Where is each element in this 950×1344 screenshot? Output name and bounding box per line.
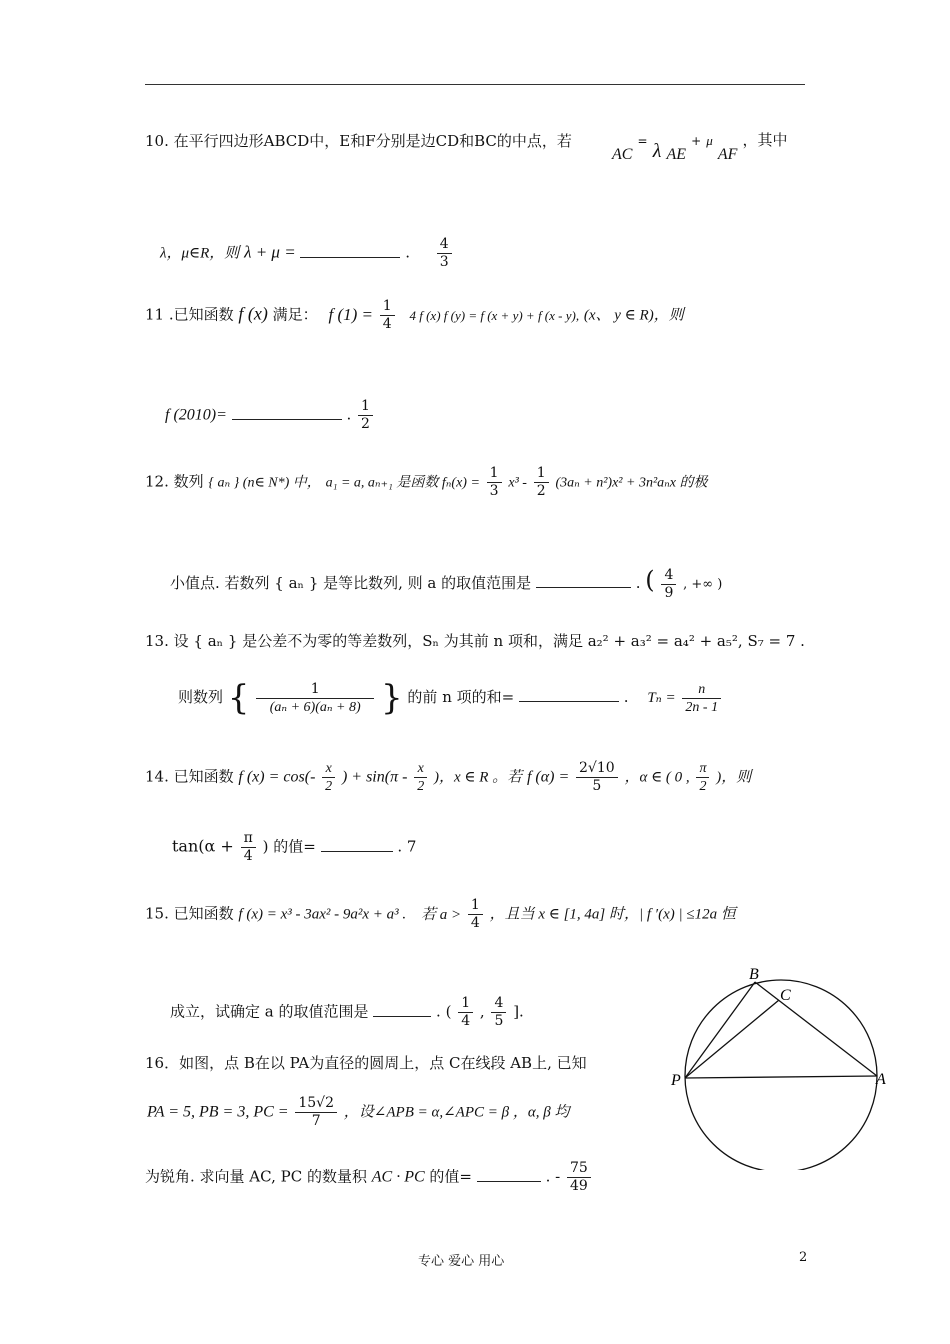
p16-text: 16．如图，点 B在以 PA为直径的圆周上，点 C在线段 AB上, 已知 — [145, 1054, 587, 1072]
circle-figure — [660, 960, 890, 1170]
problem-16-line-2 — [147, 1095, 569, 1130]
p15-comma: , — [479, 1002, 485, 1021]
p10-ans-num: 4 — [437, 236, 452, 254]
p10-sum: λ + μ = — [244, 242, 296, 262]
p14-pi4 — [241, 830, 256, 865]
p16-ans-num: 75 — [567, 1160, 591, 1178]
p15-c — [468, 897, 483, 932]
p16-answer-blank[interactable] — [477, 1167, 541, 1182]
p12-ans-den: 9 — [664, 584, 674, 601]
p14-question: ) 的值= — [262, 837, 316, 856]
p10-answer — [437, 236, 452, 271]
p12-ans-tail: , +∞ ) — [683, 577, 723, 592]
p11-f2010: f (2010)= — [165, 406, 227, 424]
p15-tail: ，且当 x ∈ [1, 4a] 时，| f ′(x) | ≤12a 恒 — [489, 906, 736, 923]
label-B: B — [749, 966, 759, 983]
p11-period: . — [346, 405, 352, 424]
plus: + — [691, 134, 702, 148]
p14-v-den: 5 — [592, 778, 602, 794]
problem-11-line-2 — [165, 398, 375, 433]
p14-tan: tan(α + — [172, 836, 234, 856]
p12-x3: x³ - — [508, 475, 527, 491]
p12-ans-open: ( — [645, 566, 655, 594]
lambda: λ — [652, 140, 662, 162]
p14-fa: f (α) = — [526, 768, 570, 786]
p11-satisfy: 满足： — [272, 305, 318, 324]
vec-af: AF — [717, 146, 738, 163]
p11-ans-num: 1 — [358, 398, 373, 416]
p15-r2-num: 4 — [491, 995, 506, 1013]
header-rule — [145, 84, 805, 85]
p12-intro: 12. 数列 — [145, 472, 204, 491]
segment-PB — [685, 982, 755, 1078]
p15-r2 — [491, 995, 506, 1030]
p12-c2-den: 2 — [536, 483, 546, 499]
p14-intro: 14. 已知函数 — [145, 767, 234, 786]
vec-ac: AC — [612, 146, 633, 163]
footer-center: 专心 爱心 用心 — [418, 1254, 505, 1269]
p15-question: 成立，试确定 a 的取值范围是 — [170, 1002, 369, 1021]
page-number: 2 — [799, 1250, 808, 1265]
problem-16-line-3 — [145, 1160, 593, 1195]
p11-f1-value — [380, 298, 395, 333]
p15-answer-blank[interactable] — [373, 1002, 431, 1017]
p12-rest: (3aₙ + n²)x² + 3n²aₙx 的极 — [555, 475, 708, 491]
p12-c1-den: 3 — [489, 483, 499, 499]
p12-c1 — [487, 465, 502, 500]
p16-pc — [295, 1095, 337, 1130]
p10-ans-den: 3 — [439, 254, 449, 270]
p14-t-num: π — [241, 830, 256, 848]
eq: = — [637, 134, 648, 148]
p14-answer: . 7 — [397, 837, 417, 856]
label-C: C — [780, 987, 791, 1004]
p15-r1-den: 4 — [461, 1013, 471, 1029]
p15-r2-den: 5 — [494, 1013, 504, 1029]
p14-a-num: x — [322, 760, 335, 778]
p13-seq-label: 则数列 — [178, 688, 224, 706]
p13-answer — [682, 681, 721, 716]
mu: μ — [706, 133, 713, 148]
p16-ans-den: 49 — [569, 1178, 588, 1194]
p15-open: . ( — [436, 1002, 452, 1021]
p13-period: . — [623, 688, 629, 706]
p11-ans-den: 2 — [361, 416, 370, 432]
p12-answer-blank[interactable] — [536, 573, 631, 588]
p16-value-label: 的值= — [429, 1167, 472, 1186]
p16-dot: AC · PC — [371, 1168, 425, 1186]
p16-answer — [567, 1160, 591, 1195]
p16-angles: ，设∠APB = α,∠APC = β ，α, β 均 — [343, 1104, 570, 1121]
p12-question: 小值点. 若数列 { aₙ } 是等比数列, 则 a 的取值范围是 — [170, 574, 532, 592]
p13-answer-blank[interactable] — [519, 687, 619, 702]
p14-b-den: 2 — [417, 779, 425, 794]
p11-f1-den: 4 — [382, 316, 392, 332]
label-P: P — [671, 1072, 681, 1089]
p16-lengths: PA = 5, PB = 3, PC = — [147, 1103, 289, 1121]
p14-b — [414, 760, 427, 795]
problem-12-line-1 — [145, 465, 708, 500]
p13-brace-open: { — [227, 678, 250, 718]
p16-pc-num: 15√2 — [295, 1095, 337, 1113]
p14-mid: ) + sin(π - — [341, 768, 408, 786]
p15-r1-num: 1 — [458, 995, 473, 1013]
vec-ae: AE — [666, 146, 687, 163]
problem-14-line-1 — [145, 760, 751, 795]
p13-frac-num: 1 — [256, 681, 374, 699]
p10-answer-blank[interactable] — [300, 243, 400, 258]
p14-t-den: 4 — [243, 848, 253, 864]
p14-range: ，α ∈ ( 0 , — [624, 769, 690, 786]
p11-answer — [358, 398, 373, 433]
p13-ans-num: n — [682, 681, 721, 699]
p15-r1 — [458, 995, 473, 1030]
p13-text: 13. 设 { aₙ } 是公差不为零的等差数列，Sₙ 为其前 n 项和，满足 a₂² + a₃² = a₄² + a₅², S₇ = 7 . — [145, 632, 805, 650]
p12-seq: { aₙ } (n∈ N*) 中， — [208, 475, 321, 491]
p14-answer-blank[interactable] — [321, 837, 393, 852]
p11-intro: 11 .已知函数 — [145, 305, 234, 324]
p14-pi-num: π — [696, 760, 709, 778]
p13-fraction — [256, 681, 374, 716]
p16-pc-den: 7 — [311, 1113, 321, 1129]
p15-if: 若 a > — [420, 906, 462, 923]
p16-question: 为锐角. 求向量 AC, PC 的数量积 — [145, 1167, 367, 1186]
problem-14-line-2 — [172, 830, 416, 865]
p15-intro: 15. 已知函数 — [145, 904, 234, 923]
problem-10-line-2 — [160, 236, 454, 271]
problem-12-line-2 — [170, 566, 722, 602]
p12-period: . — [635, 574, 641, 592]
p14-pi2 — [696, 760, 709, 795]
p13-ans-den: 2n - 1 — [685, 699, 719, 715]
segment-PC — [685, 1000, 779, 1078]
p12-cond: a₁ = a, aₙ₊₁ 是函数 fₙ(x) = — [325, 475, 480, 491]
p12-c2-num: 1 — [534, 465, 549, 483]
problem-10-line-1 — [145, 130, 572, 151]
p15-close: ]. — [513, 1002, 524, 1021]
problem-13-line-2 — [178, 678, 723, 718]
p11-condition: (x、 y ∈ R)，则 — [583, 307, 684, 324]
p12-ans-num: 4 — [661, 567, 676, 585]
problem-15-line-2 — [170, 995, 524, 1030]
segment-BA — [755, 982, 877, 1076]
p11-fx: f (x) — [238, 303, 268, 324]
p10-text: 10. 在平行四边形ABCD中，E和F分别是边CD和BC的中点，若 — [145, 132, 572, 150]
p14-pi-den: 2 — [699, 779, 707, 794]
p14-tail1: )，x ∈ R 。若 — [433, 769, 523, 786]
p11-f1-num: 1 — [380, 298, 395, 316]
p14-a — [322, 760, 335, 795]
p15-c-num: 1 — [468, 897, 483, 915]
p11-f1: f (1) = — [328, 304, 373, 324]
p14-value — [576, 760, 618, 795]
p14-fx: f (x) = cos(- — [238, 768, 316, 786]
label-A: A — [876, 1071, 886, 1088]
circle — [685, 980, 877, 1170]
p13-question: 的前 n 项的和= — [407, 688, 515, 706]
p12-answer — [661, 567, 676, 602]
p12-c1-num: 1 — [487, 465, 502, 483]
p12-c2 — [534, 465, 549, 500]
p10-cond: λ，μ∈R，则 — [160, 245, 240, 262]
p10-vector-equation — [612, 128, 788, 163]
p13-ans-lhs: Tₙ = — [647, 690, 676, 706]
p15-fx: f (x) = x³ - 3ax² - 9a²x + a³ . — [238, 906, 407, 923]
problem-11-line-1 — [145, 298, 684, 333]
segment-PA — [685, 1076, 877, 1078]
p13-frac-den: (aₙ + 6)(aₙ + 8) — [269, 699, 361, 715]
p11-answer-blank[interactable] — [232, 405, 342, 420]
problem-15-line-1 — [145, 897, 736, 932]
p15-c-den: 4 — [470, 915, 480, 931]
problem-13-line-1 — [145, 630, 805, 651]
p11-relation: 4 f (x) f (y) = f (x + y) + f (x - y), — [409, 307, 580, 323]
p14-b-num: x — [414, 760, 427, 778]
p14-a-den: 2 — [325, 779, 333, 794]
p14-tail2: )，则 — [716, 769, 752, 786]
p13-brace-close: } — [381, 678, 403, 718]
p14-v-num: 2√10 — [576, 760, 618, 778]
p10-tail: ，其中 — [742, 131, 788, 149]
p10-period: . — [405, 243, 411, 262]
p16-minus: . - — [545, 1167, 561, 1186]
problem-16-line-1 — [145, 1052, 587, 1073]
